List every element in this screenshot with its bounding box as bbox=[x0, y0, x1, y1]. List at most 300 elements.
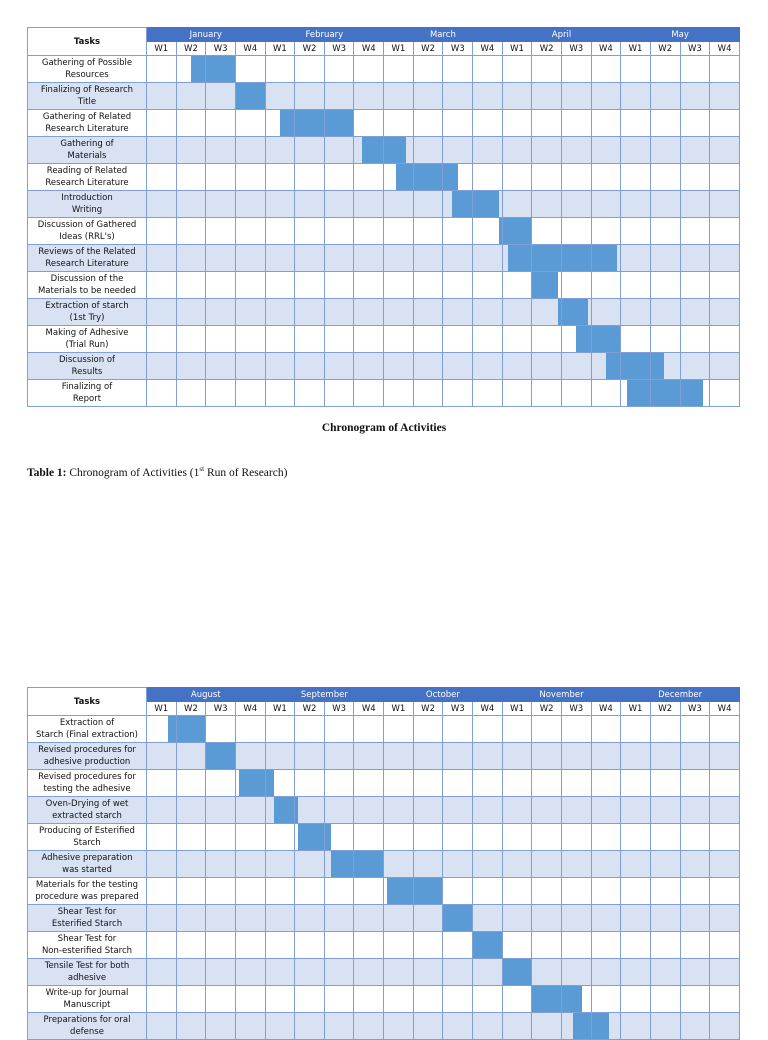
task-bar bbox=[239, 770, 265, 796]
week-cell bbox=[354, 959, 384, 986]
week-cell bbox=[473, 110, 503, 137]
week-cell bbox=[295, 110, 325, 137]
week-cell bbox=[591, 905, 621, 932]
week-cell bbox=[384, 191, 414, 218]
week-cell bbox=[532, 326, 562, 353]
task-bar bbox=[562, 299, 588, 325]
month-header: February bbox=[265, 28, 384, 42]
month-header: September bbox=[265, 688, 384, 702]
week-cell bbox=[473, 986, 503, 1013]
week-cell bbox=[710, 770, 740, 797]
week-cell bbox=[413, 905, 443, 932]
week-cell bbox=[680, 326, 710, 353]
task-row bbox=[28, 797, 740, 824]
week-cell bbox=[680, 110, 710, 137]
week-cell bbox=[680, 959, 710, 986]
week-cell bbox=[206, 245, 236, 272]
week-cell bbox=[265, 797, 295, 824]
week-cell bbox=[443, 878, 473, 905]
table-label-text: Chronogram of Activities (1 bbox=[69, 466, 200, 479]
week-cell bbox=[443, 824, 473, 851]
table-1-label bbox=[27, 465, 287, 479]
week-header: W1 bbox=[384, 42, 414, 56]
week-cell bbox=[532, 191, 562, 218]
week-cell bbox=[176, 959, 206, 986]
week-header: W4 bbox=[591, 702, 621, 716]
month-header: May bbox=[621, 28, 740, 42]
week-cell bbox=[147, 824, 177, 851]
week-cell bbox=[591, 770, 621, 797]
week-cell bbox=[561, 1013, 591, 1040]
week-cell bbox=[473, 959, 503, 986]
week-cell bbox=[650, 851, 680, 878]
week-cell bbox=[176, 110, 206, 137]
week-cell bbox=[413, 164, 443, 191]
week-header: W3 bbox=[324, 702, 354, 716]
week-cell bbox=[621, 272, 651, 299]
week-cell bbox=[235, 110, 265, 137]
week-cell bbox=[235, 245, 265, 272]
week-cell bbox=[176, 1013, 206, 1040]
week-cell bbox=[650, 380, 680, 407]
week-cell bbox=[324, 218, 354, 245]
task-bar bbox=[592, 1013, 609, 1039]
week-cell bbox=[621, 353, 651, 380]
week-cell bbox=[295, 245, 325, 272]
week-cell bbox=[324, 245, 354, 272]
week-cell bbox=[473, 797, 503, 824]
task-label: Adhesive preparation was started bbox=[28, 851, 147, 878]
week-cell bbox=[502, 851, 532, 878]
week-cell bbox=[532, 797, 562, 824]
week-cell bbox=[384, 959, 414, 986]
week-cell bbox=[502, 218, 532, 245]
week-cell bbox=[384, 353, 414, 380]
week-cell bbox=[473, 83, 503, 110]
week-cell bbox=[206, 110, 236, 137]
week-cell bbox=[443, 137, 473, 164]
week-cell bbox=[621, 380, 651, 407]
week-header: W2 bbox=[176, 42, 206, 56]
week-cell bbox=[413, 932, 443, 959]
week-cell bbox=[650, 110, 680, 137]
week-header: W4 bbox=[473, 42, 503, 56]
task-row bbox=[28, 986, 740, 1013]
week-header: W3 bbox=[443, 702, 473, 716]
week-cell bbox=[384, 743, 414, 770]
week-cell bbox=[561, 878, 591, 905]
week-cell bbox=[206, 353, 236, 380]
week-cell bbox=[147, 299, 177, 326]
task-label: Shear Test for Esterified Starch bbox=[28, 905, 147, 932]
week-cell bbox=[147, 770, 177, 797]
week-cell bbox=[295, 932, 325, 959]
week-cell bbox=[206, 191, 236, 218]
week-cell bbox=[710, 878, 740, 905]
week-cell bbox=[532, 932, 562, 959]
task-label: Reading of Related Research Literature bbox=[28, 164, 147, 191]
week-cell bbox=[235, 272, 265, 299]
week-cell bbox=[384, 905, 414, 932]
task-row bbox=[28, 353, 740, 380]
week-cell bbox=[502, 245, 532, 272]
week-cell bbox=[710, 851, 740, 878]
week-cell bbox=[710, 164, 740, 191]
week-cell bbox=[650, 164, 680, 191]
week-cell bbox=[710, 986, 740, 1013]
week-cell bbox=[206, 824, 236, 851]
week-cell bbox=[295, 83, 325, 110]
week-cell bbox=[532, 743, 562, 770]
week-cell bbox=[147, 959, 177, 986]
week-cell bbox=[354, 878, 384, 905]
week-cell bbox=[502, 932, 532, 959]
task-row bbox=[28, 851, 740, 878]
week-cell bbox=[561, 716, 591, 743]
week-cell bbox=[621, 137, 651, 164]
week-cell bbox=[176, 878, 206, 905]
week-header: W2 bbox=[413, 42, 443, 56]
week-cell bbox=[561, 272, 591, 299]
week-cell bbox=[324, 770, 354, 797]
week-cell bbox=[295, 353, 325, 380]
week-cell bbox=[295, 986, 325, 1013]
week-cell bbox=[532, 851, 562, 878]
week-cell bbox=[147, 137, 177, 164]
week-cell bbox=[561, 905, 591, 932]
week-cell bbox=[354, 743, 384, 770]
week-cell bbox=[443, 932, 473, 959]
week-cell bbox=[473, 299, 503, 326]
task-bar bbox=[414, 878, 443, 904]
week-cell bbox=[621, 851, 651, 878]
week-cell bbox=[413, 1013, 443, 1040]
chronogram-table-2 bbox=[27, 687, 740, 1040]
month-header: April bbox=[502, 28, 621, 42]
week-cell bbox=[443, 716, 473, 743]
week-cell bbox=[502, 191, 532, 218]
week-cell bbox=[710, 218, 740, 245]
week-cell bbox=[206, 137, 236, 164]
task-label: Shear Test for Non-esterified Starch bbox=[28, 932, 147, 959]
week-cell bbox=[235, 851, 265, 878]
week-cell bbox=[443, 353, 473, 380]
week-cell bbox=[206, 932, 236, 959]
week-cell bbox=[561, 743, 591, 770]
week-cell bbox=[354, 932, 384, 959]
week-cell bbox=[443, 743, 473, 770]
week-header: W3 bbox=[206, 702, 236, 716]
week-cell bbox=[206, 326, 236, 353]
week-cell bbox=[354, 986, 384, 1013]
week-cell bbox=[532, 164, 562, 191]
week-header: W2 bbox=[176, 702, 206, 716]
week-cell bbox=[265, 380, 295, 407]
task-bar bbox=[651, 380, 680, 406]
month-header: October bbox=[384, 688, 503, 702]
week-cell bbox=[532, 905, 562, 932]
week-cell bbox=[532, 299, 562, 326]
week-cell bbox=[502, 797, 532, 824]
week-cell bbox=[443, 218, 473, 245]
week-cell bbox=[206, 380, 236, 407]
week-cell bbox=[680, 905, 710, 932]
week-cell bbox=[502, 743, 532, 770]
week-cell bbox=[384, 245, 414, 272]
week-cell bbox=[265, 905, 295, 932]
week-cell bbox=[176, 797, 206, 824]
week-cell bbox=[473, 851, 503, 878]
week-cell bbox=[295, 770, 325, 797]
week-header: W2 bbox=[295, 42, 325, 56]
week-cell bbox=[473, 824, 503, 851]
week-cell bbox=[532, 56, 562, 83]
week-header: W1 bbox=[265, 702, 295, 716]
week-cell bbox=[265, 83, 295, 110]
week-cell bbox=[443, 851, 473, 878]
week-cell bbox=[295, 1013, 325, 1040]
week-cell bbox=[591, 326, 621, 353]
week-cell bbox=[354, 110, 384, 137]
task-bar bbox=[206, 56, 235, 82]
week-cell bbox=[443, 1013, 473, 1040]
week-cell bbox=[502, 1013, 532, 1040]
week-cell bbox=[650, 986, 680, 1013]
task-row bbox=[28, 1013, 740, 1040]
week-header: W1 bbox=[621, 702, 651, 716]
week-cell bbox=[443, 797, 473, 824]
week-cell bbox=[295, 380, 325, 407]
task-row bbox=[28, 743, 740, 770]
task-row bbox=[28, 110, 740, 137]
week-cell bbox=[502, 878, 532, 905]
week-cell bbox=[532, 245, 562, 272]
week-cell bbox=[413, 56, 443, 83]
week-cell bbox=[176, 245, 206, 272]
week-cell bbox=[680, 353, 710, 380]
task-row bbox=[28, 380, 740, 407]
week-cell bbox=[561, 353, 591, 380]
task-label: Producing of Esterified Starch bbox=[28, 824, 147, 851]
task-bar bbox=[443, 905, 472, 931]
week-cell bbox=[502, 164, 532, 191]
week-cell bbox=[561, 110, 591, 137]
week-cell bbox=[621, 878, 651, 905]
week-cell bbox=[591, 743, 621, 770]
week-cell bbox=[532, 83, 562, 110]
week-cell bbox=[324, 878, 354, 905]
task-row bbox=[28, 326, 740, 353]
week-cell bbox=[235, 380, 265, 407]
week-cell bbox=[147, 797, 177, 824]
table-label-bold: Table 1: bbox=[27, 466, 67, 479]
week-cell bbox=[473, 245, 503, 272]
task-bar bbox=[592, 326, 621, 352]
week-cell bbox=[621, 932, 651, 959]
week-cell bbox=[621, 743, 651, 770]
week-cell bbox=[473, 56, 503, 83]
week-cell bbox=[235, 770, 265, 797]
week-cell bbox=[532, 716, 562, 743]
task-bar bbox=[473, 932, 502, 958]
week-cell bbox=[561, 380, 591, 407]
week-cell bbox=[680, 986, 710, 1013]
week-cell bbox=[206, 83, 236, 110]
task-row bbox=[28, 191, 740, 218]
week-cell bbox=[413, 137, 443, 164]
week-cell bbox=[265, 986, 295, 1013]
task-label: Tensile Test for both adhesive bbox=[28, 959, 147, 986]
week-cell bbox=[650, 191, 680, 218]
task-bar bbox=[331, 851, 354, 877]
task-bar bbox=[414, 164, 443, 190]
week-cell bbox=[265, 959, 295, 986]
week-cell bbox=[235, 83, 265, 110]
week-cell bbox=[413, 110, 443, 137]
week-cell bbox=[413, 353, 443, 380]
week-cell bbox=[710, 299, 740, 326]
week-cell bbox=[621, 299, 651, 326]
week-cell bbox=[680, 380, 710, 407]
week-cell bbox=[621, 959, 651, 986]
week-cell bbox=[680, 1013, 710, 1040]
week-header: W3 bbox=[561, 42, 591, 56]
week-cell bbox=[680, 743, 710, 770]
week-cell bbox=[354, 716, 384, 743]
week-cell bbox=[680, 299, 710, 326]
week-cell bbox=[710, 326, 740, 353]
chronogram-table-1 bbox=[27, 27, 740, 407]
week-cell bbox=[502, 56, 532, 83]
week-cell bbox=[206, 743, 236, 770]
week-cell bbox=[265, 110, 295, 137]
task-label: Discussion of Results bbox=[28, 353, 147, 380]
week-cell bbox=[413, 797, 443, 824]
task-bar bbox=[576, 326, 590, 352]
week-cell bbox=[502, 959, 532, 986]
week-cell bbox=[710, 191, 740, 218]
task-bar bbox=[621, 353, 650, 379]
task-label: Gathering of Materials bbox=[28, 137, 147, 164]
week-header: W4 bbox=[710, 702, 740, 716]
week-cell bbox=[650, 326, 680, 353]
week-cell bbox=[176, 932, 206, 959]
week-cell bbox=[502, 905, 532, 932]
week-cell bbox=[532, 218, 562, 245]
week-cell bbox=[710, 716, 740, 743]
week-header: W1 bbox=[384, 702, 414, 716]
week-cell bbox=[265, 851, 295, 878]
week-cell bbox=[680, 824, 710, 851]
week-cell bbox=[384, 56, 414, 83]
week-cell bbox=[147, 932, 177, 959]
week-cell bbox=[206, 770, 236, 797]
week-header: W2 bbox=[650, 42, 680, 56]
week-cell bbox=[147, 380, 177, 407]
week-cell bbox=[235, 326, 265, 353]
task-bar bbox=[295, 110, 324, 136]
week-cell bbox=[473, 164, 503, 191]
week-cell bbox=[354, 797, 384, 824]
week-cell bbox=[354, 245, 384, 272]
week-cell bbox=[650, 824, 680, 851]
week-cell bbox=[680, 797, 710, 824]
task-label: Finalizing of Report bbox=[28, 380, 147, 407]
week-cell bbox=[176, 137, 206, 164]
task-label: Revised procedures for adhesive production bbox=[28, 743, 147, 770]
week-cell bbox=[295, 299, 325, 326]
week-header: W3 bbox=[324, 42, 354, 56]
week-cell bbox=[561, 299, 591, 326]
week-cell bbox=[324, 1013, 354, 1040]
task-label: Discussion of the Materials to be needed bbox=[28, 272, 147, 299]
week-cell bbox=[532, 380, 562, 407]
week-cell bbox=[473, 380, 503, 407]
week-cell bbox=[147, 743, 177, 770]
week-cell bbox=[561, 245, 591, 272]
week-cell bbox=[561, 218, 591, 245]
week-cell bbox=[354, 824, 384, 851]
week-cell bbox=[147, 272, 177, 299]
task-row bbox=[28, 272, 740, 299]
task-bar bbox=[573, 1013, 590, 1039]
week-cell bbox=[650, 932, 680, 959]
week-cell bbox=[354, 56, 384, 83]
week-cell bbox=[354, 326, 384, 353]
week-cell bbox=[413, 83, 443, 110]
week-cell bbox=[591, 932, 621, 959]
week-cell bbox=[206, 986, 236, 1013]
week-header: W4 bbox=[354, 702, 384, 716]
week-header: W2 bbox=[532, 42, 562, 56]
week-cell bbox=[324, 110, 354, 137]
week-cell bbox=[295, 824, 325, 851]
week-cell bbox=[384, 110, 414, 137]
week-cell bbox=[384, 272, 414, 299]
week-header: W3 bbox=[561, 702, 591, 716]
task-bar bbox=[473, 191, 499, 217]
week-header: W3 bbox=[680, 42, 710, 56]
week-cell bbox=[443, 770, 473, 797]
week-header: W4 bbox=[473, 702, 503, 716]
week-cell bbox=[295, 272, 325, 299]
week-cell bbox=[324, 986, 354, 1013]
week-cell bbox=[147, 83, 177, 110]
task-bar bbox=[562, 986, 582, 1012]
week-cell bbox=[650, 1013, 680, 1040]
week-cell bbox=[354, 218, 384, 245]
task-bar bbox=[325, 110, 354, 136]
week-cell bbox=[413, 770, 443, 797]
week-cell bbox=[680, 716, 710, 743]
week-cell bbox=[413, 878, 443, 905]
week-cell bbox=[473, 272, 503, 299]
week-cell bbox=[532, 353, 562, 380]
week-cell bbox=[680, 83, 710, 110]
week-cell bbox=[176, 218, 206, 245]
task-label: Reviews of the Related Research Literature bbox=[28, 245, 147, 272]
task-bar bbox=[362, 137, 383, 163]
week-cell bbox=[324, 137, 354, 164]
week-cell bbox=[147, 716, 177, 743]
week-cell bbox=[591, 878, 621, 905]
task-row bbox=[28, 824, 740, 851]
task-bar bbox=[177, 716, 206, 742]
tasks-header: Tasks bbox=[28, 688, 147, 716]
week-cell bbox=[621, 824, 651, 851]
week-cell bbox=[532, 986, 562, 1013]
week-cell bbox=[413, 986, 443, 1013]
